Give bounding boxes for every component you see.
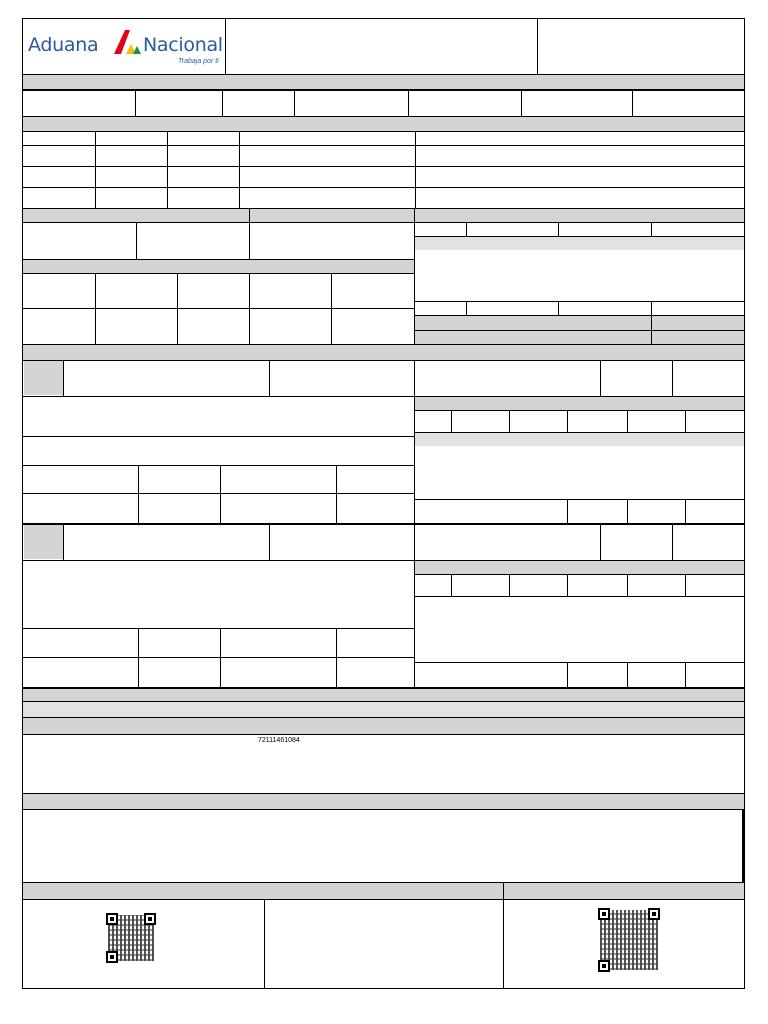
section-band	[23, 688, 744, 702]
section-band	[23, 883, 744, 899]
section-band-light	[23, 702, 744, 718]
rule	[22, 222, 745, 223]
rule	[503, 883, 504, 989]
section-band-light	[415, 237, 744, 250]
rule	[415, 662, 745, 663]
rule	[22, 899, 745, 900]
section-band	[23, 75, 744, 89]
rule	[415, 574, 745, 575]
rule	[651, 222, 652, 237]
section-band	[23, 209, 744, 222]
section-band	[24, 525, 63, 559]
rule	[509, 574, 510, 597]
rule	[742, 809, 744, 883]
rule	[135, 90, 136, 117]
rule	[415, 301, 745, 302]
rule	[567, 662, 568, 688]
frame-line	[22, 18, 23, 989]
rule	[336, 465, 337, 524]
rule	[415, 236, 745, 237]
rule	[136, 222, 137, 260]
rule	[22, 493, 415, 494]
rule	[415, 432, 745, 433]
rule	[63, 361, 64, 396]
rule	[22, 560, 745, 561]
rule	[22, 657, 415, 658]
rule	[521, 90, 522, 117]
rule	[685, 499, 686, 524]
qr-code-icon	[596, 906, 662, 974]
rule	[414, 525, 415, 688]
rule	[632, 90, 633, 117]
rule	[331, 273, 332, 345]
rule	[627, 499, 628, 524]
rule	[22, 687, 745, 689]
rule	[627, 662, 628, 688]
rule	[269, 525, 270, 560]
rule	[22, 208, 745, 209]
rule	[22, 116, 745, 117]
rule	[451, 574, 452, 597]
frame-line	[744, 18, 745, 989]
rule	[22, 187, 745, 188]
rule	[627, 410, 628, 433]
section-band	[24, 361, 63, 395]
rule	[567, 574, 568, 597]
section-band	[415, 397, 744, 410]
rule	[269, 361, 270, 396]
rule	[95, 273, 96, 345]
rule	[600, 525, 601, 561]
rule	[22, 273, 415, 274]
rule	[22, 396, 745, 397]
rule	[222, 90, 223, 117]
rule	[22, 809, 745, 810]
rule	[22, 701, 745, 702]
frame-line	[22, 988, 745, 989]
qr-code-icon	[104, 911, 158, 965]
rule	[138, 628, 139, 688]
rule	[672, 360, 673, 397]
rule	[685, 662, 686, 688]
rule	[22, 523, 745, 525]
logo-tagline: Trabaja por ti	[178, 58, 219, 65]
rule	[466, 222, 467, 237]
rule	[415, 330, 745, 331]
rule	[249, 273, 250, 345]
rule	[22, 360, 745, 361]
rule	[22, 882, 745, 883]
aduana-nacional-logo	[28, 24, 224, 72]
rule	[600, 360, 601, 397]
rule	[408, 90, 409, 117]
rule	[22, 259, 415, 260]
section-band-light	[415, 433, 744, 446]
rule	[63, 525, 64, 560]
rule	[22, 166, 745, 167]
rule	[336, 628, 337, 688]
rule	[22, 717, 745, 718]
rule	[567, 499, 568, 524]
rule	[22, 436, 415, 437]
logo-word-nacional: Nacional	[143, 34, 223, 56]
rule	[249, 209, 250, 260]
rule	[220, 465, 221, 524]
rule	[414, 209, 415, 345]
rule	[22, 308, 415, 309]
rule	[466, 301, 467, 316]
reference-number: 72111461084	[258, 737, 300, 744]
rule	[415, 315, 745, 316]
rule	[22, 734, 745, 735]
rule	[22, 89, 745, 91]
logo-mark-icon	[111, 26, 143, 56]
rule	[627, 574, 628, 597]
rule	[294, 90, 295, 117]
section-band	[23, 718, 744, 734]
rule	[95, 131, 96, 209]
section-band	[23, 345, 744, 360]
rule	[651, 301, 652, 345]
rule	[415, 131, 416, 209]
rule	[685, 410, 686, 433]
rule	[177, 273, 178, 345]
section-band	[415, 561, 744, 574]
rule	[558, 301, 559, 316]
rule	[451, 410, 452, 433]
rule	[225, 18, 226, 75]
rule	[22, 145, 745, 146]
rule	[22, 344, 745, 345]
rule	[220, 628, 221, 688]
rule	[537, 18, 538, 75]
rule	[685, 574, 686, 597]
rule	[138, 465, 139, 524]
rule	[239, 131, 240, 209]
section-band	[23, 794, 744, 809]
logo-word-aduana: Aduana	[28, 34, 99, 56]
rule	[567, 410, 568, 433]
rule	[22, 628, 415, 629]
rule	[415, 499, 745, 500]
rule	[22, 793, 745, 794]
rule	[22, 74, 745, 75]
frame-line	[22, 18, 745, 19]
rule	[264, 899, 265, 989]
rule	[509, 410, 510, 433]
rule	[167, 131, 168, 209]
rule	[22, 465, 415, 466]
section-band	[23, 117, 744, 131]
section-band	[23, 260, 414, 273]
rule	[415, 596, 745, 597]
rule	[22, 131, 745, 132]
rule	[415, 410, 745, 411]
rule	[672, 525, 673, 561]
rule	[558, 222, 559, 237]
